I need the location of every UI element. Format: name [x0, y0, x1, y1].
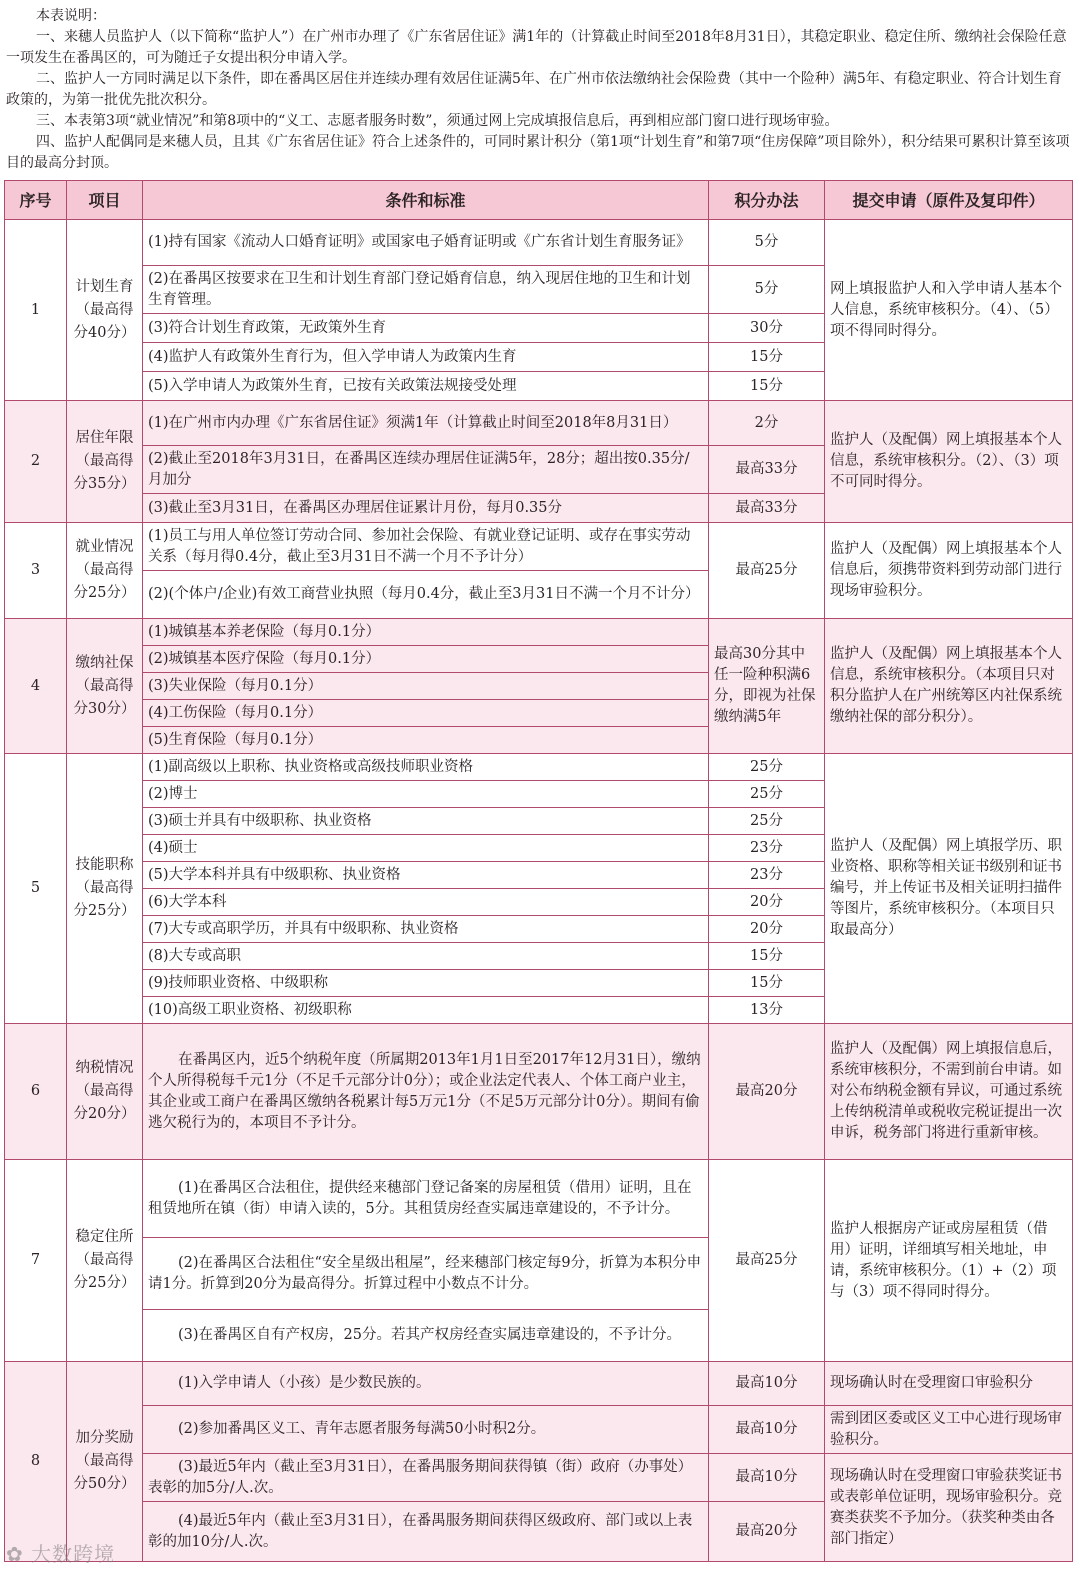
header-seq: 序号	[5, 181, 67, 220]
condition-cell: (7)大专或高职学历，并具有中级职称、执业资格	[143, 916, 709, 943]
condition-cell: (1)副高级以上职称、执业资格或高级技师职业资格	[143, 754, 709, 781]
points-cell: 30分	[709, 314, 825, 343]
section-seq: 4	[5, 619, 67, 754]
points-cell: 23分	[709, 835, 825, 862]
points-cell: 最高10分	[709, 1454, 825, 1502]
watermark-text: 大数跨境	[31, 1542, 116, 1566]
points-cell: 20分	[709, 889, 825, 916]
submit-cell: 现场确认时在受理窗口审验获奖证书或表彰单位证明，现场审验积分。竞赛类获奖不予加分。（获奖种类由各部门指定）	[825, 1454, 1073, 1562]
section-seq: 3	[5, 523, 67, 619]
condition-cell: (5)生育保险（每月0.1分）	[143, 727, 709, 754]
header-item: 项目	[67, 181, 143, 220]
points-cell: 最高20分	[709, 1024, 825, 1160]
points-cell: 最高33分	[709, 494, 825, 523]
table-row	[5, 1160, 1073, 1238]
section-item: 技能职称（最高得分25分）	[67, 754, 143, 1024]
section-item: 居住年限（最高得分35分）	[67, 401, 143, 523]
table-row	[5, 754, 1073, 781]
table-row	[5, 619, 1073, 646]
table-row	[5, 1406, 1073, 1454]
condition-cell: (3)最近5年内（截止至3月31日），在番禺服务期间获得镇（街）政府（办事处）表彰的加5分/人.次。	[143, 1454, 709, 1502]
section-seq: 1	[5, 220, 67, 401]
condition-cell: (3)符合计划生育政策，无政策外生育	[143, 314, 709, 343]
condition-cell: (1)在广州市内办理《广东省居住证》须满1年（计算截止时间至2018年8月31日）	[143, 401, 709, 446]
condition-cell: (1)员工与用人单位签订劳动合同、参加社会保险、有就业登记证明、或存在事实劳动关系（每月得0.4分，截止至3月31日不满一个月不予计分）	[143, 523, 709, 571]
table-header-row	[5, 181, 1073, 220]
section-seq: 2	[5, 401, 67, 523]
condition-cell: (1)城镇基本养老保险（每月0.1分）	[143, 619, 709, 646]
submit-cell: 监护人（及配偶）网上填报基本个人信息，系统审核积分。（本项目只对积分监护人在广州统筹区内社保系统缴纳社保的部分积分）。	[825, 619, 1073, 754]
section-seq: 7	[5, 1160, 67, 1362]
condition-cell: (4)监护人有政策外生育行为，但入学申请人为政策内生育	[143, 343, 709, 372]
notes-title: 本表说明：	[36, 8, 106, 24]
points-cell: 25分	[709, 808, 825, 835]
points-cell: 5分	[709, 220, 825, 266]
condition-cell: (2)参加番禺区义工、青年志愿者服务每满50小时积2分。	[143, 1406, 709, 1454]
condition-cell: (2)在番禺区合法租住“安全星级出租屋”，经来穗部门核定每9分，折算为本积分申请1分。折算到20分为最高得分。折算过程中小数点不计分。	[143, 1238, 709, 1310]
note-line-3: 三、本表第3项“就业情况”和第8项中的“义工、志愿者服务时数”，须通过网上完成填报信息后，再到相应部门窗口进行现场审验。	[36, 113, 839, 129]
submit-cell: 监护人（及配偶）网上填报基本个人信息，系统审核积分。（2）、（3）项不可同时得分。	[825, 401, 1073, 523]
points-cell: 5分	[709, 266, 825, 314]
table-row	[5, 1024, 1073, 1160]
condition-cell: (4)工伤保险（每月0.1分）	[143, 700, 709, 727]
condition-cell: (3)在番禺区自有产权房，25分。若其产权房经查实属违章建设的，不予计分。	[143, 1310, 709, 1362]
points-table	[4, 180, 1073, 1562]
section-item: 纳税情况（最高得分20分）	[67, 1024, 143, 1160]
note-line-4: 四、监护人配偶同是来穗人员，且其《广东省居住证》符合上述条件的，可同时累计积分（第1项“计划生育”和第7项“住房保障”项目除外），积分结果可累积计算至该项目的最高分封顶。	[6, 134, 1070, 171]
section-seq: 8	[5, 1362, 67, 1562]
points-cell: 15分	[709, 343, 825, 372]
condition-cell: (5)大学本科并具有中级职称、执业资格	[143, 862, 709, 889]
note-line-2: 二、监护人一方同时满足以下条件，即在番禺区居住并连续办理有效居住证满5年、在广州市依法缴纳社会保险费（其中一个险种）满5年、有稳定职业、符合计划生育政策的，为第一批优先批次积分。	[6, 71, 1062, 108]
section-item: 就业情况（最高得分25分）	[67, 523, 143, 619]
section-seq: 5	[5, 754, 67, 1024]
condition-cell: (3)截止至3月31日，在番禺区办理居住证累计月份，每月0.35分	[143, 494, 709, 523]
points-cell: 最高10分	[709, 1406, 825, 1454]
section-item: 计划生育（最高得分40分）	[67, 220, 143, 401]
points-cell: 13分	[709, 997, 825, 1024]
submit-cell: 监护人（及配偶）网上填报基本个人信息后，须携带资料到劳动部门进行现场审验积分。	[825, 523, 1073, 619]
header-cond: 条件和标准	[143, 181, 709, 220]
submit-cell: 现场确认时在受理窗口审验积分	[825, 1362, 1073, 1406]
note-line-1: 一、来穗人员监护人（以下简称“监护人”）在广州市办理了《广东省居住证》满1年的（计算截止时间至2018年8月31日），其稳定职业、稳定住所、缴纳社会保险任意一项发生在番禺区的，可为随迁子女提出积分申请入学。	[6, 29, 1067, 66]
table-row	[5, 1454, 1073, 1502]
points-cell: 15分	[709, 943, 825, 970]
condition-cell: (2)博士	[143, 781, 709, 808]
points-cell: 最高25分	[709, 523, 825, 619]
points-cell: 25分	[709, 781, 825, 808]
header-pts: 积分办法	[709, 181, 825, 220]
condition-cell: (6)大学本科	[143, 889, 709, 916]
condition-cell: (10)高级工职业资格、初级职称	[143, 997, 709, 1024]
condition-cell: (2)(个体户/企业)有效工商营业执照（每月0.4分，截止至3月31日不满一个月不计分）	[143, 571, 709, 619]
notes-section	[0, 0, 1080, 180]
condition-cell: (2)在番禺区按要求在卫生和计划生育部门登记婚育信息，纳入现居住地的卫生和计划生育管理。	[143, 266, 709, 314]
points-cell: 最高10分	[709, 1362, 825, 1406]
points-cell: 2分	[709, 401, 825, 446]
condition-cell: (8)大专或高职	[143, 943, 709, 970]
points-cell: 25分	[709, 754, 825, 781]
condition-cell: (2)城镇基本医疗保险（每月0.1分）	[143, 646, 709, 673]
points-cell: 23分	[709, 862, 825, 889]
header-submit: 提交申请（原件及复印件）	[825, 181, 1073, 220]
table-row	[5, 523, 1073, 571]
submit-cell: 监护人（及配偶）网上填报信息后，系统审核积分，不需到前台申请。如对公布纳税金额有异议，可通过系统上传纳税清单或税收完税证提出一次申诉，税务部门将进行重新审核。	[825, 1024, 1073, 1160]
points-cell: 最高25分	[709, 1160, 825, 1362]
condition-cell: (1)在番禺区合法租住，提供经来穗部门登记备案的房屋租赁（借用）证明，且在租赁地所在镇（街）申请入读的，5分。其租赁房经查实属违章建设的，不予计分。	[143, 1160, 709, 1238]
table-row	[5, 1362, 1073, 1406]
watermark-logo	[6, 1538, 115, 1567]
section-item: 缴纳社保（最高得分30分）	[67, 619, 143, 754]
watermark-icon: ✿	[6, 1542, 32, 1566]
condition-cell: 在番禺区内，近5个纳税年度（所属期2013年1月1日至2017年12月31日），缴纳个人所得税每千元1分（不足千元部分计0分）；或企业法定代表人、个体工商户业主，其企业或工商户在番禺区缴纳各税累计每5万元1分（不足5万元部分计0分）。期间有偷逃欠税行为的，本项目不予计分。	[143, 1024, 709, 1160]
condition-cell: (5)入学申请人为政策外生育，已按有关政策法规接受处理	[143, 372, 709, 401]
table-row	[5, 401, 1073, 446]
points-cell: 最高30分其中任一险种积满6分，即视为社保缴纳满5年	[709, 619, 825, 754]
table-row	[5, 220, 1073, 266]
submit-cell: 网上填报监护人和入学申请人基本个人信息，系统审核积分。（4）、（5）项不得同时得分。	[825, 220, 1073, 401]
section-seq: 6	[5, 1024, 67, 1160]
condition-cell: (4)最近5年内（截止至3月31日），在番禺服务期间获得区级政府、部门或以上表彰的加10分/人.次。	[143, 1502, 709, 1562]
points-cell: 最高20分	[709, 1502, 825, 1562]
section-item: 加分奖励（最高得分50分）	[67, 1362, 143, 1562]
condition-cell: (3)失业保险（每月0.1分）	[143, 673, 709, 700]
condition-cell: (1)入学申请人（小孩）是少数民族的。	[143, 1362, 709, 1406]
condition-cell: (9)技师职业资格、中级职称	[143, 970, 709, 997]
condition-cell: (1)持有国家《流动人口婚育证明》或国家电子婚育证明或《广东省计划生育服务证》	[143, 220, 709, 266]
condition-cell: (3)硕士并具有中级职称、执业资格	[143, 808, 709, 835]
points-cell: 20分	[709, 916, 825, 943]
submit-cell: 监护人根据房产证或房屋租赁（借用）证明，详细填写相关地址，申请，系统审核积分。（1）+（2）项与（3）项不得同时得分。	[825, 1160, 1073, 1362]
condition-cell: (2)截止至2018年3月31日，在番禺区连续办理居住证满5年，28分；超出按0.35分/月加分	[143, 446, 709, 494]
section-item: 稳定住所（最高得分25分）	[67, 1160, 143, 1362]
submit-cell: 需到团区委或区义工中心进行现场审验积分。	[825, 1406, 1073, 1454]
condition-cell: (4)硕士	[143, 835, 709, 862]
submit-cell: 监护人（及配偶）网上填报学历、职业资格、职称等相关证书级别和证书编号，并上传证书及相关证明扫描件等图片，系统审核积分。（本项目只取最高分）	[825, 754, 1073, 1024]
points-cell: 15分	[709, 372, 825, 401]
points-cell: 15分	[709, 970, 825, 997]
points-cell: 最高33分	[709, 446, 825, 494]
